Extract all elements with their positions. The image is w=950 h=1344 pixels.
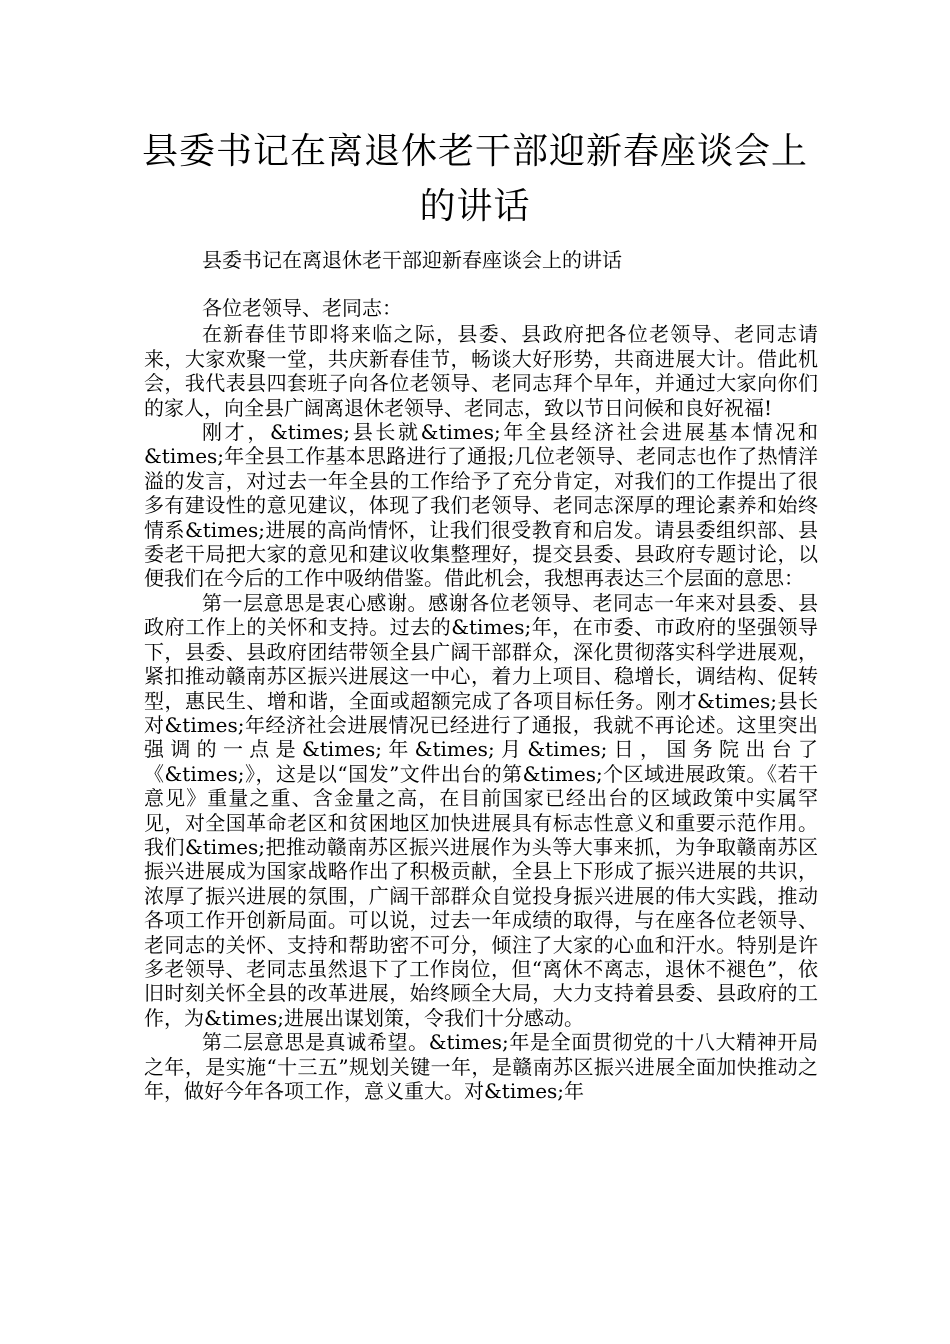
document-title-line-2: 的讲话 <box>419 186 531 227</box>
paragraph-4: 第二层意思是真诚希望。&times;年是全面贯彻党的十八大精神开局之年，是实施“十三五”规划关键一年，是赣南苏区振兴进展全面加快推动之年，做好今年各项工作，意义重大。对&times;年 <box>144 1030 818 1103</box>
salutation: 各位老领导、老同志： <box>202 296 402 320</box>
paragraph-3: 第一层意思是衷心感谢。感谢各位老领导、老同志一年来对县委、县政府工作上的关怀和支持。过去的&times;年，在市委、市政府的坚强领导下，县委、县政府团结带领全县广阔干部群众，深化贯彻落实科学进展观，紧扣推动赣南苏区振兴进展这一中心，着力上项目、稳增长，调结构、促转型，惠民生、增和谐，全面或超额完成了各项目标任务。刚才&times;县长对&times;年经济社会进展情况已经进行了通报，我就不再论述。这里突出强调的一点是&times;年&times;月&times;日，国务院出台了《&times;》，这是以“国发”文件出台的第&times;个区域进展政策。《若干意见》重量之重、含金量之高，在目前国家已经出台的区域政策中实属罕见，对全国革命老区和贫困地区加快进展具有标志性意义和重要示范作用。我们&times;把推动赣南苏区振兴进展作为头等大事来抓，为争取赣南苏区振兴进展成为国家战略作出了积极贡献，全县上下形成了振兴进展的共识，浓厚了振兴进展的氛围，广阔干部群众自觉投身振兴进展的伟大实践，推动各项工作开创新局面。可以说，过去一年成绩的取得，与在座各位老领导、老同志的关怀、支持和帮助密不可分，倾注了大家的心血和汗水。特别是许多老领导、老同志虽然退下了工作岗位，但“离休不离志，退休不褪色”，依旧时刻关怀全县的改革进展，始终顾全大局，大力支持着县委、县政府的工作，为&times;进展出谋划策，令我们十分感动。 <box>144 590 818 1030</box>
document-body <box>144 296 818 1103</box>
paragraph-2: 刚才，&times;县长就&times;年全县经济社会进展基本情况和&times;年全县工作基本思路进行了通报;几位老领导、老同志也作了热情洋溢的发言，对过去一年全县的工作给予了充分肯定，对我们的工作提出了很多有建设性的意见建议，体现了我们老领导、老同志深厚的理论素养和始终情系&times;进展的高尚情怀，让我们很受教育和启发。请县委组织部、县委老干局把大家的意见和建议收集整理好，提交县委、县政府专题讨论，以便我们在今后的工作中吸纳借鉴。借此机会，我想再表达三个层面的意思： <box>144 420 818 591</box>
document-subtitle: 县委书记在离退休老干部迎新春座谈会上的讲话 <box>202 248 622 272</box>
document-title <box>120 124 830 234</box>
document-title-line-1: 县委书记在离退休老干部迎新春座谈会上 <box>141 131 808 172</box>
paragraph-1: 在新春佳节即将来临之际，县委、县政府把各位老领导、老同志请来，大家欢聚一堂，共庆新春佳节，畅谈大好形势，共商进展大计。借此机会，我代表县四套班子向各位老领导、老同志拜个早年，并通过大家向你们的家人，向全县广阔离退休老领导、老同志，致以节日问候和良好祝福! <box>144 322 818 420</box>
